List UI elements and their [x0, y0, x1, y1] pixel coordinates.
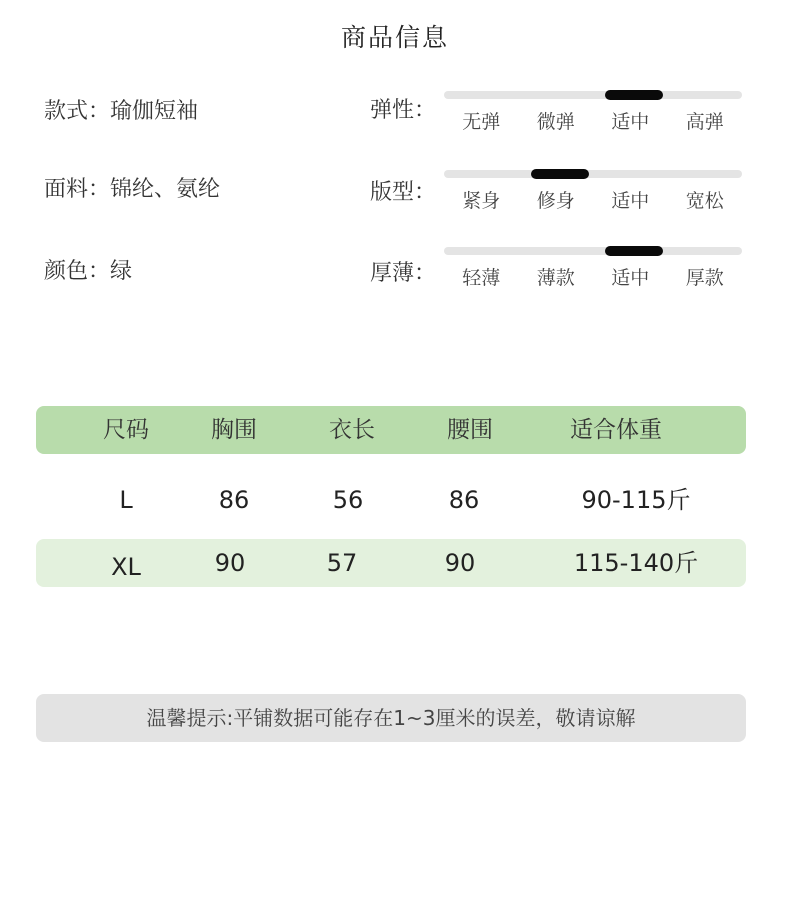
scale-track	[444, 247, 742, 255]
scale-option: 微弹	[536, 111, 575, 133]
attribute-label: 面料	[44, 177, 89, 202]
attribute-fabric	[44, 172, 220, 203]
cell-chest: 86	[218, 486, 250, 514]
scale-marker	[531, 169, 589, 179]
attribute-separator: ：	[88, 177, 111, 202]
table-row	[36, 539, 746, 587]
scale-track	[444, 170, 742, 178]
scale-option: 适中	[611, 111, 650, 133]
attribute-value: 绿	[110, 259, 133, 284]
cell-waist: 86	[448, 486, 480, 514]
size-table-header	[36, 406, 746, 454]
cell-chest: 90	[214, 549, 246, 577]
scale-option: 高弹	[685, 111, 724, 133]
attribute-style	[44, 94, 198, 125]
attribute-value: 瑜伽短袖	[110, 99, 199, 124]
attribute-separator: ：	[88, 259, 111, 284]
cell-length: 57	[326, 549, 358, 577]
header-weight: 适合体重	[570, 417, 662, 443]
elasticity-scale	[444, 91, 742, 141]
fit-scale	[444, 170, 742, 220]
attribute-color	[44, 254, 132, 285]
attribute-label: 款式	[44, 99, 89, 124]
scale-option: 适中	[611, 267, 650, 289]
property-label-thickness: 厚薄：	[370, 261, 437, 286]
scale-option: 修身	[536, 190, 575, 212]
header-waist: 腰围	[447, 417, 493, 443]
tip-note: 温馨提示:平铺数据可能存在1~3厘米的误差，敬请谅解	[36, 694, 746, 742]
cell-weight: 90-115斤	[581, 486, 691, 514]
header-chest: 胸围	[211, 417, 257, 443]
cell-size: XL	[111, 553, 141, 581]
scale-track	[444, 91, 742, 99]
header-size: 尺码	[103, 417, 149, 443]
attribute-separator: ：	[88, 99, 111, 124]
cell-length: 56	[332, 486, 364, 514]
header-length: 衣长	[329, 417, 375, 443]
scale-option: 厚款	[685, 267, 724, 289]
cell-weight: 115-140斤	[573, 549, 699, 577]
attribute-label: 颜色	[44, 259, 89, 284]
scale-option: 无弹	[462, 111, 501, 133]
scale-option: 薄款	[536, 267, 575, 289]
property-label-fit: 版型：	[370, 180, 437, 205]
section-title: 商品信息	[340, 23, 449, 52]
scale-option: 宽松	[685, 190, 724, 212]
scale-option: 适中	[611, 190, 650, 212]
property-label-elasticity: 弹性：	[370, 98, 437, 123]
table-row	[36, 476, 746, 524]
scale-option: 紧身	[462, 190, 501, 212]
cell-waist: 90	[444, 549, 476, 577]
scale-option: 轻薄	[462, 267, 501, 289]
thickness-scale	[444, 247, 742, 297]
scale-marker	[605, 90, 663, 100]
attribute-value: 锦纶、氨纶	[110, 177, 221, 202]
cell-size: L	[119, 486, 133, 514]
scale-marker	[605, 246, 663, 256]
